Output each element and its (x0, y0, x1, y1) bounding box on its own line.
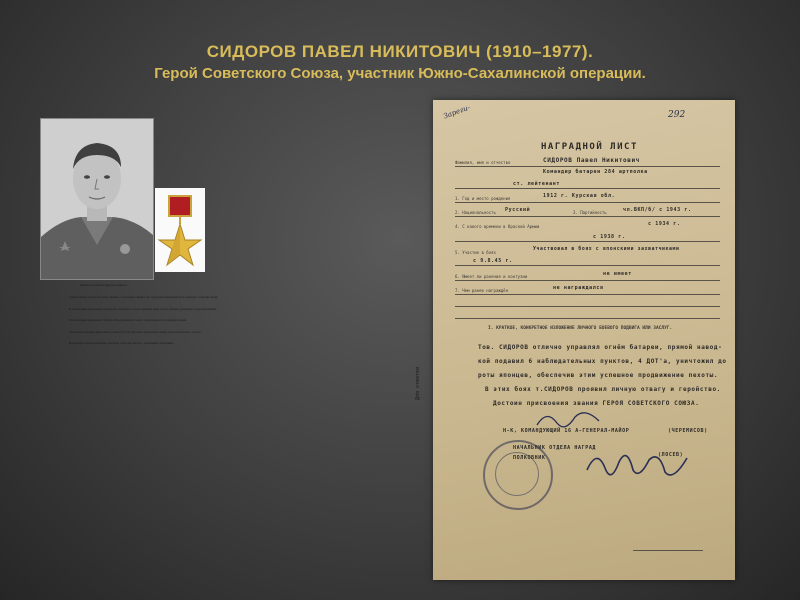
biography-text (55, 283, 395, 588)
commander-paren: (ЧЕРЕМИСОВ) (668, 428, 708, 434)
wounds-value: не имеет (603, 271, 632, 277)
chief-paren: (ЛОСЕВ) (658, 452, 684, 458)
birth-value: 1912 г. Курская обл. (543, 193, 616, 199)
portrait-image (41, 119, 153, 279)
bio-paragraph: В годы войны командовал батареей, отличился в боях, проявив мужество и умение руководить подразделением. (69, 306, 217, 311)
portrait-photo (40, 118, 154, 280)
official-stamp (483, 440, 553, 510)
army-value: с 1934 г. (648, 221, 681, 227)
commander-line: Н-К, КОМАНДУЮЩИЙ 16 А-ГЕНЕРАЛ-МАЙОР (503, 428, 630, 434)
feat-line: кой подавил 6 наблюдательных пунктов, 4 ДОТ'а, уничтожил до (478, 358, 727, 365)
name-label: Фамилия, имя и отчество (455, 160, 511, 165)
title-subtitle: Герой Советского Союза, участник Южно-Сахалинской операции. (154, 65, 646, 82)
award-document-scan (415, 100, 735, 580)
signature-icon (583, 440, 693, 490)
feat-line: роты японцев, обеспечив этим успешное продвижение пехоты. (478, 372, 719, 379)
handwritten-note: Зареги- (442, 103, 472, 121)
section-header: I. КРАТКОЕ, КОНКРЕТНОЕ ИЗЛОЖЕНИЕ ЛИЧНОГО БОЕВОГО ПОДВИГА ИЛИ ЗАСЛУГ. (488, 326, 673, 331)
bio-paragraph: Судьба Павла Сидорова тесно связана с историей страны, его трудовой и военный путь отражает события эпохи. (69, 295, 219, 300)
birth-label: 1. Год и место рождения (455, 196, 511, 201)
bio-paragraph: После войны продолжил службу в Вооружённых Силах, затем вернулся к мирной жизни. (69, 318, 187, 323)
chief-line2: ПОЛКОВНИК (513, 455, 546, 461)
gold-star-medal (155, 188, 205, 272)
party-label: 3. Партийность (573, 210, 607, 215)
rank-value: Командир батареи 284 артполка (543, 169, 648, 175)
slide-title (0, 42, 800, 82)
awards-label: 7. Чем ранее награждён (455, 288, 508, 293)
nationality-value: Русский (505, 207, 531, 213)
bio-paragraph: Награждён орденом Ленина, медалью «Золотая Звезда», орденами и медалями. (69, 341, 174, 346)
battles-value2: с 9.8.45 г. (473, 258, 513, 264)
party-value: чл.ВКП/б/ с 1943 г. (623, 207, 692, 213)
side-label: Для отметки (415, 366, 421, 400)
wounds-label: 6. Имеет ли ранения и контузии (455, 274, 528, 279)
battles-value: Участвовал в боях с японскими захватчиками (533, 247, 680, 252)
gold-star-icon (155, 188, 205, 272)
signature-icon (533, 405, 603, 435)
rank-value2: ст. лейтенант (513, 181, 560, 187)
bio-paragraph: Указом Президиума Верховного Совета СССР ему было присвоено звание Героя Советского Союза. (69, 329, 202, 334)
army-label: 4. С какого времени в Красной Армии (455, 224, 540, 229)
awards-value: не награждался (553, 285, 604, 291)
feat-line: Достоин присвоения звания ГЕРОЯ СОВЕТСКОГО СОЮЗА. (493, 400, 700, 407)
nationality-label: 2. Национальность (455, 210, 496, 215)
document-header: НАГРАДНОЙ ЛИСТ (541, 142, 638, 152)
corner-number: 292 (668, 110, 686, 120)
title-name: СИДОРОВ ПАВЕЛ НИКИТОВИЧ (1910–1977). (206, 42, 594, 61)
feat-line: В этих боях т.СИДОРОВ проявил личную отвагу и геройство. (485, 386, 721, 393)
bio-caption: Место рождения: Курская область (80, 283, 128, 287)
battles-label: 5. Участие в боях (455, 250, 496, 255)
name-value: СИДОРОВ Павел Никитович (543, 157, 640, 164)
army-value2: с 1938 г. (593, 234, 626, 240)
feat-line: Тов. СИДОРОВ отлично управлял огнём батареи, прямой навод- (478, 344, 723, 351)
chief-line1: НАЧАЛЬНИК ОТДЕЛА НАГРАД (513, 445, 597, 451)
